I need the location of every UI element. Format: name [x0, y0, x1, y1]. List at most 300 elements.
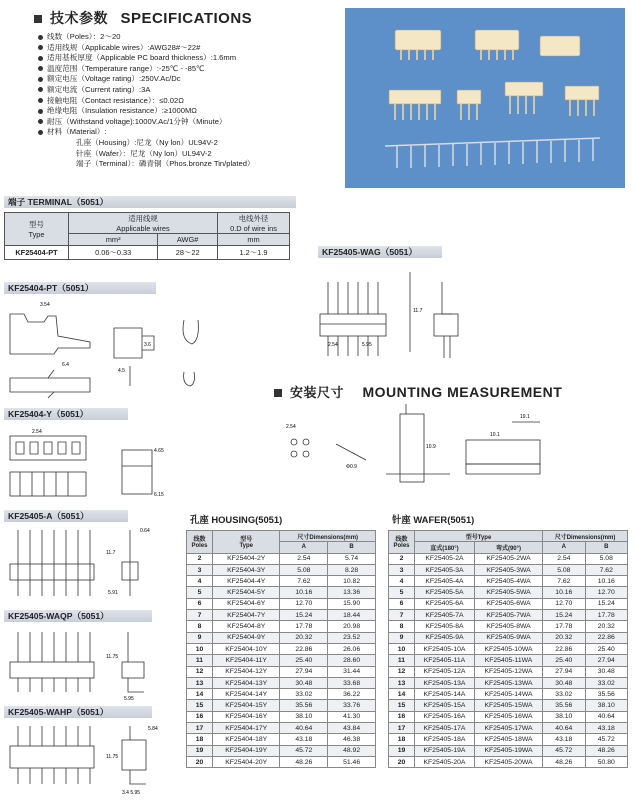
- table-row: [389, 610, 628, 621]
- table-cell: 14: [389, 689, 415, 700]
- table-cell: KF25405-11WA: [474, 655, 542, 666]
- table-row: [187, 689, 376, 700]
- housing-type-header: 型号 Type: [213, 531, 280, 554]
- wag-dim-254: 2.54: [328, 342, 338, 348]
- table-cell: KF25405-17WA: [474, 723, 542, 734]
- table-cell: 18.44: [328, 610, 376, 621]
- material-item: 针座（Wafer）：尼龙（Ny lon）UL94V-2: [76, 148, 212, 158]
- bullet-icon: [38, 119, 43, 124]
- spec-item: 额定电流（Current rating）:3A: [38, 85, 328, 96]
- table-cell: KF25405-19WA: [474, 745, 542, 756]
- table-cell: 5.08: [280, 564, 328, 575]
- table-cell: KF25404-19Y: [213, 745, 280, 756]
- material-item: 孔座（Housing）:尼龙（Ny lon）UL94V-2: [76, 137, 218, 147]
- table-cell: 4: [187, 576, 213, 587]
- table-cell: 41.30: [328, 711, 376, 722]
- table-cell: 17.78: [280, 621, 328, 632]
- table-cell: KF25405-15WA: [474, 700, 542, 711]
- a-dim-117: 11.7: [106, 550, 116, 556]
- table-cell: 5.74: [328, 553, 376, 564]
- table-row: [187, 576, 376, 587]
- pt-label: KF25404-PT（5051）: [4, 282, 156, 294]
- table-cell: 28.60: [328, 655, 376, 666]
- terminal-type-header: 型号 Type: [5, 213, 69, 246]
- table-cell: 33.76: [328, 700, 376, 711]
- table-cell: KF25404-13Y: [213, 677, 280, 688]
- spec-item: 材料（Material）:: [38, 127, 328, 138]
- table-cell: 20.32: [585, 621, 627, 632]
- a-drawing: [4, 524, 174, 604]
- table-cell: KF25404-20Y: [213, 756, 280, 767]
- waqp-dim-1175: 11.75: [106, 654, 119, 660]
- table-cell: 15.90: [328, 598, 376, 609]
- bullet-icon: [38, 66, 43, 71]
- wafer-type-header: 型号Type: [415, 531, 543, 542]
- spec-item: 额定电压（Voltage rating）:250V.Ac/Dc: [38, 74, 328, 85]
- table-row: [187, 587, 376, 598]
- table-cell: KF25405-2WA: [474, 553, 542, 564]
- y-dim-254: 2.54: [32, 429, 42, 435]
- table-cell: 3: [389, 564, 415, 575]
- table-cell: 48.26: [280, 756, 328, 767]
- table-cell: 38.10: [280, 711, 328, 722]
- table-cell: 10.16: [543, 587, 585, 598]
- y-dim-465: 4.65: [154, 448, 164, 454]
- table-cell: 30.48: [585, 666, 627, 677]
- table-cell: KF25405-13WA: [474, 677, 542, 688]
- table-cell: 13: [389, 677, 415, 688]
- table-cell: KF25405-4WA: [474, 576, 542, 587]
- wahp-dim-345: 3.4 5.95: [122, 790, 141, 796]
- table-cell: KF25405-15A: [415, 700, 475, 711]
- terminal-od-header: 电线外径 0.D of wire ins: [218, 213, 290, 234]
- square-bullet-icon: [34, 15, 42, 23]
- mount-dim-191: 19.1: [520, 414, 530, 420]
- table-cell: 27.94: [280, 666, 328, 677]
- mount-dim-phi: Φ0.9: [346, 464, 357, 470]
- table-cell: 8: [389, 621, 415, 632]
- table-row: [389, 621, 628, 632]
- table-row: [389, 598, 628, 609]
- mounting-drawing: [276, 404, 626, 504]
- table-cell: 10.16: [585, 576, 627, 587]
- table-cell: KF25405-10A: [415, 643, 475, 654]
- table-cell: 17: [389, 723, 415, 734]
- table-cell: KF25405-12WA: [474, 666, 542, 677]
- table-cell: KF25405-5A: [415, 587, 475, 598]
- table-cell: 48.26: [543, 756, 585, 767]
- table-cell: 7.62: [585, 564, 627, 575]
- table-cell: 2.54: [280, 553, 328, 564]
- table-cell: 15.24: [543, 610, 585, 621]
- table-cell: 40.64: [585, 711, 627, 722]
- square-bullet-icon: [274, 389, 282, 397]
- table-cell: 33.02: [543, 689, 585, 700]
- pt-dim-36: 3.6: [144, 342, 151, 348]
- specs-heading: [34, 8, 252, 28]
- spec-item: 温度范围（Temperature range）:-25℃ - -85℃: [38, 64, 328, 75]
- table-cell: KF25405-9WA: [474, 632, 542, 643]
- table-cell: 5: [187, 587, 213, 598]
- specs-title-en: SPECIFICATIONS: [120, 10, 253, 27]
- table-row: [187, 711, 376, 722]
- waqp-drawing: [4, 622, 174, 702]
- bullet-icon: [38, 109, 43, 114]
- terminal-od-cell: 1.2～1.9: [218, 246, 290, 260]
- table-cell: 45.72: [585, 734, 627, 745]
- table-cell: 38.10: [543, 711, 585, 722]
- table-cell: 46.38: [328, 734, 376, 745]
- table-cell: KF25404-12Y: [213, 666, 280, 677]
- table-row: [389, 711, 628, 722]
- table-cell: 35.56: [585, 689, 627, 700]
- y-label: KF25404-Y（5051）: [4, 408, 128, 420]
- table-row: [187, 553, 376, 564]
- wafer-title: 针座 WAFER(5051): [392, 514, 475, 525]
- table-row: [187, 700, 376, 711]
- table-cell: 5.08: [543, 564, 585, 575]
- table-cell: 18: [187, 734, 213, 745]
- spec-item: 线数（Poles）：2～20: [38, 32, 328, 43]
- table-cell: 40.64: [280, 723, 328, 734]
- bullet-icon: [38, 56, 43, 61]
- table-cell: KF25404-6Y: [213, 598, 280, 609]
- terminal-mm2-cell: 0.06～0.33: [69, 246, 158, 260]
- mounting-heading: [274, 382, 562, 402]
- table-cell: 6: [187, 598, 213, 609]
- terminal-mm-header: mm: [218, 234, 290, 246]
- table-cell: KF25405-19A: [415, 745, 475, 756]
- table-cell: 2.54: [543, 553, 585, 564]
- table-cell: 16: [187, 711, 213, 722]
- table-cell: 33.68: [328, 677, 376, 688]
- pt-dim-35: 3.54: [40, 302, 50, 308]
- table-cell: 43.18: [543, 734, 585, 745]
- table-cell: 10.82: [328, 576, 376, 587]
- bullet-icon: [38, 98, 43, 103]
- wafer-poles-header: 线数 Poles: [389, 531, 415, 554]
- specs-title-cn: 技术参数: [50, 10, 108, 26]
- table-cell: KF25405-18A: [415, 734, 475, 745]
- table-row: [389, 587, 628, 598]
- table-cell: 18: [389, 734, 415, 745]
- table-row: [187, 621, 376, 632]
- table-cell: 2: [389, 553, 415, 564]
- table-row: [389, 677, 628, 688]
- table-cell: 25.40: [280, 655, 328, 666]
- table-cell: 27.94: [585, 655, 627, 666]
- terminal-type-cell: KF25404-PT: [5, 246, 69, 260]
- table-cell: 9: [187, 632, 213, 643]
- table-row: [187, 666, 376, 677]
- terminal-awg-header: AWG#: [158, 234, 218, 246]
- table-cell: KF25405-20A: [415, 756, 475, 767]
- table-cell: KF25405-20WA: [474, 756, 542, 767]
- mount-dim-161: 10.1: [490, 432, 500, 438]
- table-cell: 5: [389, 587, 415, 598]
- table-cell: 38.10: [585, 700, 627, 711]
- pt-dim-64: 6.4: [62, 362, 69, 368]
- y-dim-615: 6.15: [154, 492, 164, 498]
- table-row: [389, 734, 628, 745]
- table-cell: KF25405-3A: [415, 564, 475, 575]
- table-cell: 12.70: [585, 587, 627, 598]
- table-cell: 15.24: [280, 610, 328, 621]
- table-cell: 7.62: [543, 576, 585, 587]
- table-row: [187, 643, 376, 654]
- terminal-table: [4, 212, 290, 260]
- table-cell: 3: [187, 564, 213, 575]
- table-cell: KF25405-16A: [415, 711, 475, 722]
- table-cell: 12: [187, 666, 213, 677]
- table-cell: 20: [187, 756, 213, 767]
- table-row: [187, 632, 376, 643]
- housing-b-header: B: [328, 542, 376, 553]
- table-row: [389, 564, 628, 575]
- table-cell: 22.86: [543, 643, 585, 654]
- table-cell: 13.36: [328, 587, 376, 598]
- table-cell: 22.86: [280, 643, 328, 654]
- pt-dim-45: 4.5: [118, 368, 125, 374]
- table-cell: KF25405-14WA: [474, 689, 542, 700]
- table-cell: 20.32: [280, 632, 328, 643]
- table-row: [187, 745, 376, 756]
- table-cell: 13: [187, 677, 213, 688]
- table-cell: KF25405-7A: [415, 610, 475, 621]
- table-cell: 51.46: [328, 756, 376, 767]
- table-cell: 17: [187, 723, 213, 734]
- wafer-angle-header: 弯式(90°): [474, 542, 542, 553]
- table-row: [187, 564, 376, 575]
- wahp-dim-1175: 11.75: [106, 754, 119, 760]
- table-cell: 11: [187, 655, 213, 666]
- housing-title: 孔座 HOUSING(5051): [190, 514, 283, 525]
- spec-item: 绝缘电阻（Insulation resistance）:≥1000MΩ: [38, 106, 328, 117]
- table-cell: 15.24: [585, 598, 627, 609]
- table-cell: KF25405-8WA: [474, 621, 542, 632]
- table-cell: 48.92: [328, 745, 376, 756]
- table-row: [389, 756, 628, 767]
- table-row: [187, 677, 376, 688]
- table-cell: 50.80: [585, 756, 627, 767]
- wag-dim-595: 5.95: [362, 342, 372, 348]
- pt-drawing: [4, 296, 274, 416]
- table-cell: KF25404-10Y: [213, 643, 280, 654]
- wafer-straight-header: 直式(180°): [415, 542, 475, 553]
- table-cell: 20.98: [328, 621, 376, 632]
- housing-dim-header: 尺寸Dimensions(mm): [280, 531, 376, 542]
- table-cell: 31.44: [328, 666, 376, 677]
- table-cell: KF25405-18WA: [474, 734, 542, 745]
- table-cell: 19: [187, 745, 213, 756]
- table-cell: 19: [389, 745, 415, 756]
- product-photo: [345, 8, 625, 188]
- table-cell: 22.86: [585, 632, 627, 643]
- table-cell: KF25405-16WA: [474, 711, 542, 722]
- table-cell: KF25404-11Y: [213, 655, 280, 666]
- table-cell: 2: [187, 553, 213, 564]
- table-cell: KF25405-7WA: [474, 610, 542, 621]
- table-cell: 33.02: [585, 677, 627, 688]
- table-row: [187, 734, 376, 745]
- wafer-table: [388, 530, 628, 768]
- table-cell: 43.18: [280, 734, 328, 745]
- table-cell: 12.70: [543, 598, 585, 609]
- table-row: [389, 643, 628, 654]
- housing-a-header: A: [280, 542, 328, 553]
- table-cell: 43.18: [585, 723, 627, 734]
- table-row: [187, 655, 376, 666]
- table-row: [389, 745, 628, 756]
- table-cell: KF25404-3Y: [213, 564, 280, 575]
- table-row: [389, 666, 628, 677]
- table-cell: 14: [187, 689, 213, 700]
- mount-dim-254: 2.54: [286, 424, 296, 430]
- material-item: 端子（Terminal）：磷青铜（Phos.bronze Tin/plated）: [76, 159, 255, 169]
- table-cell: KF25404-17Y: [213, 723, 280, 734]
- spec-item: 适用基板厚度（Applicable PC board thickness）:1.6mm: [38, 53, 328, 64]
- table-row: [389, 689, 628, 700]
- table-cell: 35.56: [543, 700, 585, 711]
- wahp-label: KF25405-WAHP（5051）: [4, 706, 152, 718]
- wag-label: KF25405-WAG（5051）: [318, 246, 442, 258]
- table-cell: 27.94: [543, 666, 585, 677]
- table-cell: 30.48: [543, 677, 585, 688]
- table-cell: 43.84: [328, 723, 376, 734]
- table-cell: KF25405-2A: [415, 553, 475, 564]
- table-row: [389, 632, 628, 643]
- spec-item: 接触电阻（Contact resistance）：≤0.02Ω: [38, 96, 328, 107]
- waqp-dim-595: 5.95: [124, 696, 134, 702]
- table-cell: 17.78: [543, 621, 585, 632]
- table-cell: KF25405-5WA: [474, 587, 542, 598]
- wag-dim-117: 11.7: [413, 308, 423, 314]
- bullet-icon: [38, 130, 43, 135]
- wahp-dim-584: 5.84: [148, 726, 158, 732]
- table-cell: KF25404-18Y: [213, 734, 280, 745]
- table-cell: 45.72: [280, 745, 328, 756]
- table-cell: 35.56: [280, 700, 328, 711]
- table-cell: 6: [389, 598, 415, 609]
- table-cell: 5.08: [585, 553, 627, 564]
- bullet-icon: [38, 77, 43, 82]
- table-cell: 15: [389, 700, 415, 711]
- table-cell: 4: [389, 576, 415, 587]
- table-row: [389, 723, 628, 734]
- table-cell: KF25405-10WA: [474, 643, 542, 654]
- terminal-mm2-header: mm²: [69, 234, 158, 246]
- table-cell: 16: [389, 711, 415, 722]
- table-cell: 8: [187, 621, 213, 632]
- housing-table: [186, 530, 376, 768]
- housing-poles-header: 线数 Poles: [187, 531, 213, 554]
- table-cell: 23.52: [328, 632, 376, 643]
- table-cell: 48.26: [585, 745, 627, 756]
- bullet-icon: [38, 35, 43, 40]
- table-cell: KF25405-4A: [415, 576, 475, 587]
- a-dim-591: 5.91: [108, 590, 118, 596]
- table-cell: 15: [187, 700, 213, 711]
- mount-dim-169: 10.9: [426, 444, 436, 450]
- table-cell: KF25405-17A: [415, 723, 475, 734]
- spec-item: 适用线规（Applicable wires）:AWG28#～22#: [38, 43, 328, 54]
- table-row: [389, 655, 628, 666]
- table-cell: KF25405-8A: [415, 621, 475, 632]
- table-cell: KF25405-11A: [415, 655, 475, 666]
- table-cell: KF25404-9Y: [213, 632, 280, 643]
- table-cell: KF25404-4Y: [213, 576, 280, 587]
- table-cell: KF25405-6WA: [474, 598, 542, 609]
- table-cell: KF25405-13A: [415, 677, 475, 688]
- terminal-section-bar: 端子 TERMINAL（5051）: [4, 196, 296, 208]
- table-cell: 25.40: [585, 643, 627, 654]
- waqp-label: KF25405-WAQP（5051）: [4, 610, 152, 622]
- table-cell: KF25404-15Y: [213, 700, 280, 711]
- table-cell: KF25404-7Y: [213, 610, 280, 621]
- table-cell: KF25404-5Y: [213, 587, 280, 598]
- table-cell: 7.62: [280, 576, 328, 587]
- table-row: [187, 598, 376, 609]
- table-cell: 30.48: [280, 677, 328, 688]
- mounting-title-en: MOUNTING MEASUREMENT: [362, 384, 563, 400]
- mounting-title-cn: 安装尺寸: [290, 385, 345, 400]
- table-row: [187, 723, 376, 734]
- table-cell: KF25404-8Y: [213, 621, 280, 632]
- table-cell: 40.64: [543, 723, 585, 734]
- table-cell: 10.16: [280, 587, 328, 598]
- wag-drawing: [310, 262, 480, 362]
- bullet-icon: [38, 87, 43, 92]
- table-cell: 9: [389, 632, 415, 643]
- connector-photo-illustration: [345, 8, 625, 188]
- bullet-icon: [38, 45, 43, 50]
- table-cell: KF25405-6A: [415, 598, 475, 609]
- table-cell: KF25405-12A: [415, 666, 475, 677]
- table-cell: 11: [389, 655, 415, 666]
- a-label: KF25405-A（5051）: [4, 510, 128, 522]
- terminal-wire-header: 适用线规 Applicable wires: [69, 213, 218, 234]
- table-cell: 7: [187, 610, 213, 621]
- a-dim-064: 0.64: [140, 528, 150, 534]
- wafer-b-header: B: [585, 542, 627, 553]
- table-cell: 8.28: [328, 564, 376, 575]
- table-row: [187, 610, 376, 621]
- spec-item: 耐压（Withstand voltage):1000V.Ac/1分钟（Minute）: [38, 117, 328, 128]
- terminal-awg-cell: 28～22: [158, 246, 218, 260]
- table-cell: 20: [389, 756, 415, 767]
- table-cell: KF25404-14Y: [213, 689, 280, 700]
- table-cell: KF25405-9A: [415, 632, 475, 643]
- wahp-drawing: [4, 718, 174, 798]
- table-cell: KF25405-14A: [415, 689, 475, 700]
- table-cell: KF25405-3WA: [474, 564, 542, 575]
- table-cell: 12.70: [280, 598, 328, 609]
- table-cell: 7: [389, 610, 415, 621]
- table-cell: 25.40: [543, 655, 585, 666]
- table-cell: 20.32: [543, 632, 585, 643]
- table-row: [187, 756, 376, 767]
- wafer-a-header: A: [543, 542, 585, 553]
- wafer-dim-header: 尺寸Dimensions(mm): [543, 531, 628, 542]
- table-cell: 33.02: [280, 689, 328, 700]
- table-row: [389, 553, 628, 564]
- table-cell: 26.06: [328, 643, 376, 654]
- specs-list: [38, 32, 328, 170]
- table-row: [389, 700, 628, 711]
- table-cell: 12: [389, 666, 415, 677]
- table-cell: 17.78: [585, 610, 627, 621]
- table-cell: 10: [389, 643, 415, 654]
